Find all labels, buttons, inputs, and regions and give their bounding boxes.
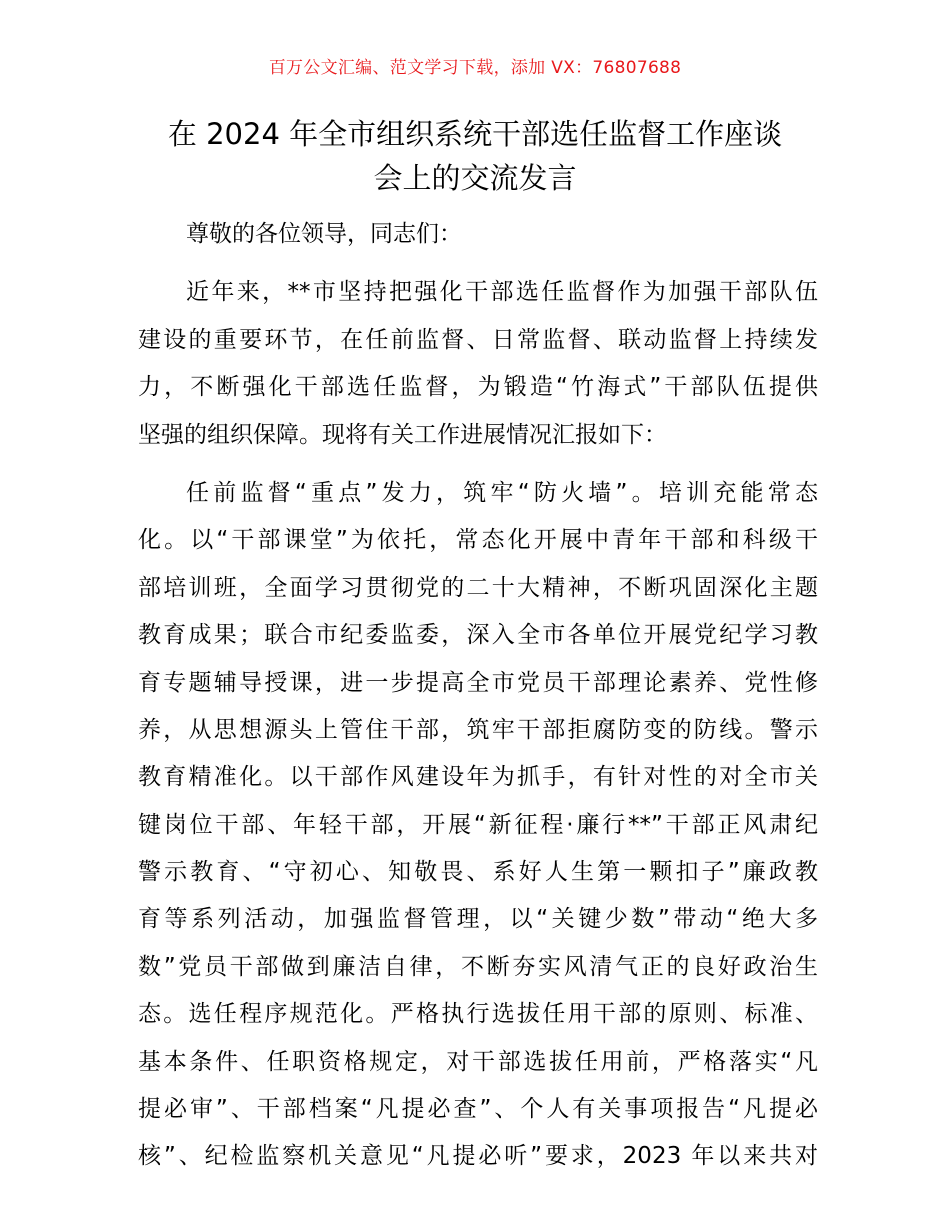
- title-line-1: 在 2024 年全市组织系统干部选任监督工作座谈: [167, 117, 783, 151]
- title-line-2: 会上的交流发言: [373, 161, 577, 195]
- salutation: 尊敬的各位领导，同志们：: [186, 221, 462, 247]
- paragraph-line: 键岗位干部、年轻干部，开展“新征程·廉行**”干部正风肃纪: [138, 811, 818, 838]
- paragraph-line: 养，从思想源头上管住干部，筑牢干部拒腐防变的防线。警示: [138, 716, 818, 743]
- paragraph-line: 数”党员干部做到廉洁自律，不断夯实风清气正的良好政治生: [138, 953, 818, 980]
- paragraph-line: 提必审”、干部档案“凡提必查”、个人有关事项报告“凡提必: [138, 1096, 818, 1123]
- paragraph-line: 教育精准化。以干部作风建设年为抓手，有针对性的对全市关: [138, 764, 818, 791]
- header-watermark-note: 百万公文汇编、范文学习下载，添加 VX：76807688: [268, 58, 682, 78]
- paragraph-line: 基本条件、任职资格规定，对干部选拔任用前，严格落实“凡: [138, 1048, 818, 1075]
- paragraph-line: 警示教育、“守初心、知敬畏、系好人生第一颗扣子”廉政教: [138, 859, 818, 886]
- paragraph-line: 育等系列活动，加强监督管理，以“关键少数”带动“绝大多: [138, 906, 818, 933]
- paragraph-line: 任前监督“重点”发力，筑牢“防火墙”。培训充能常态: [186, 479, 818, 506]
- paragraph-line: 核”、纪检监察机关意见“凡提必听”要求，2023 年以来共对: [138, 1143, 818, 1170]
- paragraph-line: 化。以“干部课堂”为依托，常态化开展中青年干部和科级干: [138, 527, 818, 554]
- paragraph-line: 部培训班，全面学习贯彻党的二十大精神，不断巩固深化主题: [138, 574, 818, 601]
- paragraph-line: 坚强的组织保障。现将有关工作进展情况汇报如下：: [138, 421, 667, 448]
- paragraph-line: 力，不断强化干部选任监督，为锻造“竹海式”干部队伍提供: [138, 374, 818, 401]
- paragraph-2: [138, 470, 818, 1181]
- paragraph-1: [138, 269, 818, 459]
- document-title: [120, 112, 830, 200]
- paragraph-line: 教育成果；联合市纪委监委，深入全市各单位开展党纪学习教: [138, 622, 818, 649]
- paragraph-line: 育专题辅导授课，进一步提高全市党员干部理论素养、党性修: [138, 669, 818, 696]
- paragraph-line: 近年来，**市坚持把强化干部选任监督作为加强干部队伍: [186, 279, 818, 306]
- paragraph-line: 建设的重要环节，在任前监督、日常监督、联动监督上持续发: [138, 326, 818, 353]
- paragraph-line: 态。选任程序规范化。严格执行选拔任用干部的原则、标准、: [138, 1001, 818, 1028]
- document-body: [138, 211, 818, 1181]
